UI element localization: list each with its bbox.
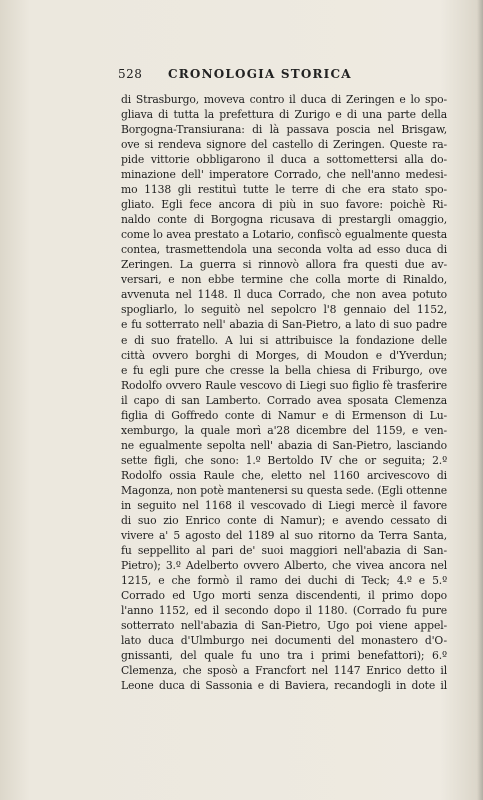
text-line: Leone duca di Sassonia e di Baviera, recandogli in dote il [121,679,447,693]
page-header [118,67,443,85]
text-line: versari, e non ebbe termine che colla morte di Rinaldo, [121,273,447,287]
text-line: gliava di tutta la prefettura di Zurigo e di una parte della [121,108,447,122]
text-line: di Strasburgo, moveva contro il duca di Zeringen e lo spo- [121,93,447,106]
text-line: l'anno 1152, ed il secondo dopo il 1180. (Corrado fu pure [121,604,447,618]
page-edge-shadow [477,0,483,800]
text-line: Clemenza, che sposò a Francfort nel 1147 Enrico detto il [121,664,447,678]
text-line: Borgogna-Transiurana: di là passava poscia nel Brisgaw, [121,123,447,137]
text-line: come lo avea prestato a Lotario, confiscò egualmente questa [121,228,447,242]
text-line: ove si rendeva signore del castello di Zeringen. Queste ra- [121,138,447,152]
text-line: naldo conte di Borgogna ricusava di prestargli omaggio, [121,213,447,227]
text-line: Magonza, non potè mantenersi su questa sede. (Egli ottenne [121,483,447,497]
text-line: vivere a' 5 agosto del 1189 al suo ritorno da Terra Santa, [121,528,447,542]
text-line: minazione dell' imperatore Corrado, che nell'anno medesi- [121,168,447,182]
text-line: e fu egli pure che cresse la bella chiesa di Friburgo, ove [121,363,447,377]
text-line: di suo zio Enrico conte di Namur); e avendo cessato di [121,513,447,527]
text-line: il capo di san Lamberto. Corrado avea sposata Clemenza [121,393,447,407]
text-line: Zeringen. La guerra si rinnovò allora fra questi due av- [121,258,447,272]
text-line: 1215, e che formò il ramo dei duchi di Teck; 4.º e 5.º [121,574,447,587]
text-line: pide vittorie obbligarono il duca a sottomettersi alla do- [121,153,447,167]
text-line: xemburgo, la quale morì a'28 dicembre del 1159, e ven- [121,423,447,437]
text-line: in seguito nel 1168 il vescovado di Liegi mercè il favore [121,498,447,512]
text-line: città ovvero borghi di Morges, di Moudon e d'Yverdun; [121,348,447,362]
text-line: lato duca d'Ulmburgo nei documenti del monastero d'O- [121,634,447,648]
text-line: sotterrato nell'abazia di San-Pietro, Ugo poi viene appel- [121,619,447,633]
text-line: fu seppellito al pari de' suoi maggiori nell'abazia di San- [121,543,447,557]
page-number: 528 [118,67,143,81]
running-title: CRONOLOGIA STORICA [168,67,352,81]
text-line: e fu sotterrato nell' abazia di San-Pietro, a lato di suo padre [121,318,447,332]
text-line: Corrado ed Ugo morti senza discendenti, il primo dopo [121,589,447,603]
text-line: ne egualmente sepolta nell' abazia di San-Pietro, lasciando [121,438,447,452]
text-line: Rodolfo ossia Raule che, eletto nel 1160 arcivescovo di [121,468,447,482]
text-line: e di suo fratello. A lui si attribuisce la fondazione delle [121,333,447,347]
text-line: spogliarlo, lo seguitò nel sepolcro l'8 gennaio del 1152, [121,303,447,317]
text-line: avvenuta nel 1148. Il duca Corrado, che non avea potuto [121,288,447,302]
text-line: figlia di Goffredo conte di Namur e di Ermenson di Lu- [121,408,447,422]
body-text [121,92,447,693]
text-line: contea, trasmettendola una seconda volta ad esso duca di [121,243,447,257]
text-line: mo 1138 gli restituì tutte le terre di che era stato spo- [121,183,447,197]
text-line: gliato. Egli fece ancora di più in suo favore: poichè Ri- [121,198,447,212]
text-line: Pietro); 3.º Adelberto ovvero Alberto, che vivea ancora nel [121,558,447,572]
text-line: gnissanti, del quale fu uno tra i primi benefattori); 6.º [121,649,447,663]
text-line: Rodolfo ovvero Raule vescovo di Liegi suo figlio fè trasferire [121,378,447,392]
text-line: sette figli, che sono: 1.º Bertoldo IV che or seguita; 2.º [121,453,447,467]
